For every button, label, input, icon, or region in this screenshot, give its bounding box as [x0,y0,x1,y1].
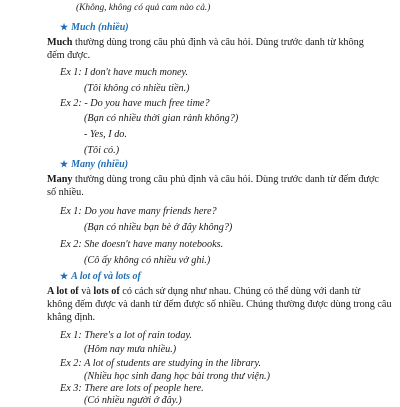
section-desc-line [47,312,95,324]
translation-text: (Nhiều học sinh đang học bài trong thư viện.) [84,371,270,382]
example-line [60,383,204,395]
translation-text: (Tôi có.) [84,145,120,156]
example-text: She doesn't have many notebooks. [84,239,224,250]
translation-text: (Tôi không có nhiều tiền.) [84,83,190,94]
section-desc-line [47,286,360,298]
desc-text: không đếm được và danh từ đếm được số nhiều. Chúng thường được dùng trong câu [47,299,392,310]
example-text: Do you have many friends here? [84,206,217,217]
example-text: There's a lot of rain today. [84,330,192,341]
example-label: Ex 3: [60,383,82,394]
translation-line [84,129,127,141]
example-text: - Do you have much free time? [84,98,210,109]
translation-line [84,255,210,267]
desc-lead-term: Much [47,37,73,48]
section-desc-line [47,187,84,199]
section-heading-text: A lot of và lots of [71,271,141,282]
example-label: Ex 2: [60,98,82,109]
translation-line [84,83,190,95]
translation-line [84,395,182,407]
section-desc-line [47,37,364,49]
section-heading-text: Many (nhiều) [71,159,129,170]
desc-text: đếm được. [47,50,91,61]
desc-text: số nhiều. [47,187,84,198]
desc-text: và [81,286,91,297]
translation-text: (Bạn có nhiều bạn bè ở đây không?) [84,222,233,233]
desc-lead-term: Many [47,174,73,185]
section-desc-line [47,50,90,62]
desc-text: thường dùng trong câu phủ định và câu hỏi. Dùng trước danh từ không [75,37,364,48]
section-heading-many [60,158,128,171]
example-line [60,98,210,110]
example-text: I don't have much money. [84,67,189,78]
translation-line [84,145,119,157]
example-text: A lot of students are studying in the library. [84,358,262,369]
desc-lead-term: A lot of [47,286,79,297]
translation-line [84,371,270,383]
star-icon: ★ [60,159,69,169]
desc-text: thường dùng trong câu phủ định và câu hỏi. Dùng trước danh từ đếm được [75,174,379,185]
translation-line [84,344,176,356]
desc-text: có cách sử dụng như nhau. Chúng có thể dùng với danh từ [122,286,361,297]
translation-line [84,222,232,234]
star-icon: ★ [60,271,69,281]
example-label: Ex 1: [60,67,82,78]
section-desc-line [47,174,379,186]
section-heading-text: Much (nhiều) [71,22,129,33]
top-fragment [76,2,210,14]
section-heading-a-lot-of [60,270,141,283]
example-label: Ex 2: [60,358,82,369]
example-line [60,67,188,79]
translation-text: (Bạn có nhiều thời gian rảnh không?) [84,113,239,124]
desc-text: khẳng định. [47,312,96,323]
section-heading-much [60,21,129,34]
example-label: Ex 1: [60,330,82,341]
section-desc-line [47,299,392,311]
top-fragment-text: Không, không có quả cam nào cả.) [79,3,211,13]
example-label: Ex 1: [60,206,82,217]
star-icon: ★ [60,22,69,32]
top-fragment-open: ( [76,3,80,13]
desc-lead-term: lots of [93,286,120,297]
translation-line [84,113,238,125]
example-label: Ex 2: [60,239,82,250]
example-text: There are lots of people here. [84,383,204,394]
translation-text: (Cô ấy không có nhiều vở ghi.) [84,255,211,266]
example-line [60,206,217,218]
example-line [60,330,192,342]
example-line [60,239,223,251]
translation-text: (Có nhiều người ở đây.) [84,395,182,406]
example-line [60,358,261,370]
translation-text: - Yes, I do. [84,129,127,140]
translation-text: (Hôm nay mưa nhiều.) [84,344,177,355]
